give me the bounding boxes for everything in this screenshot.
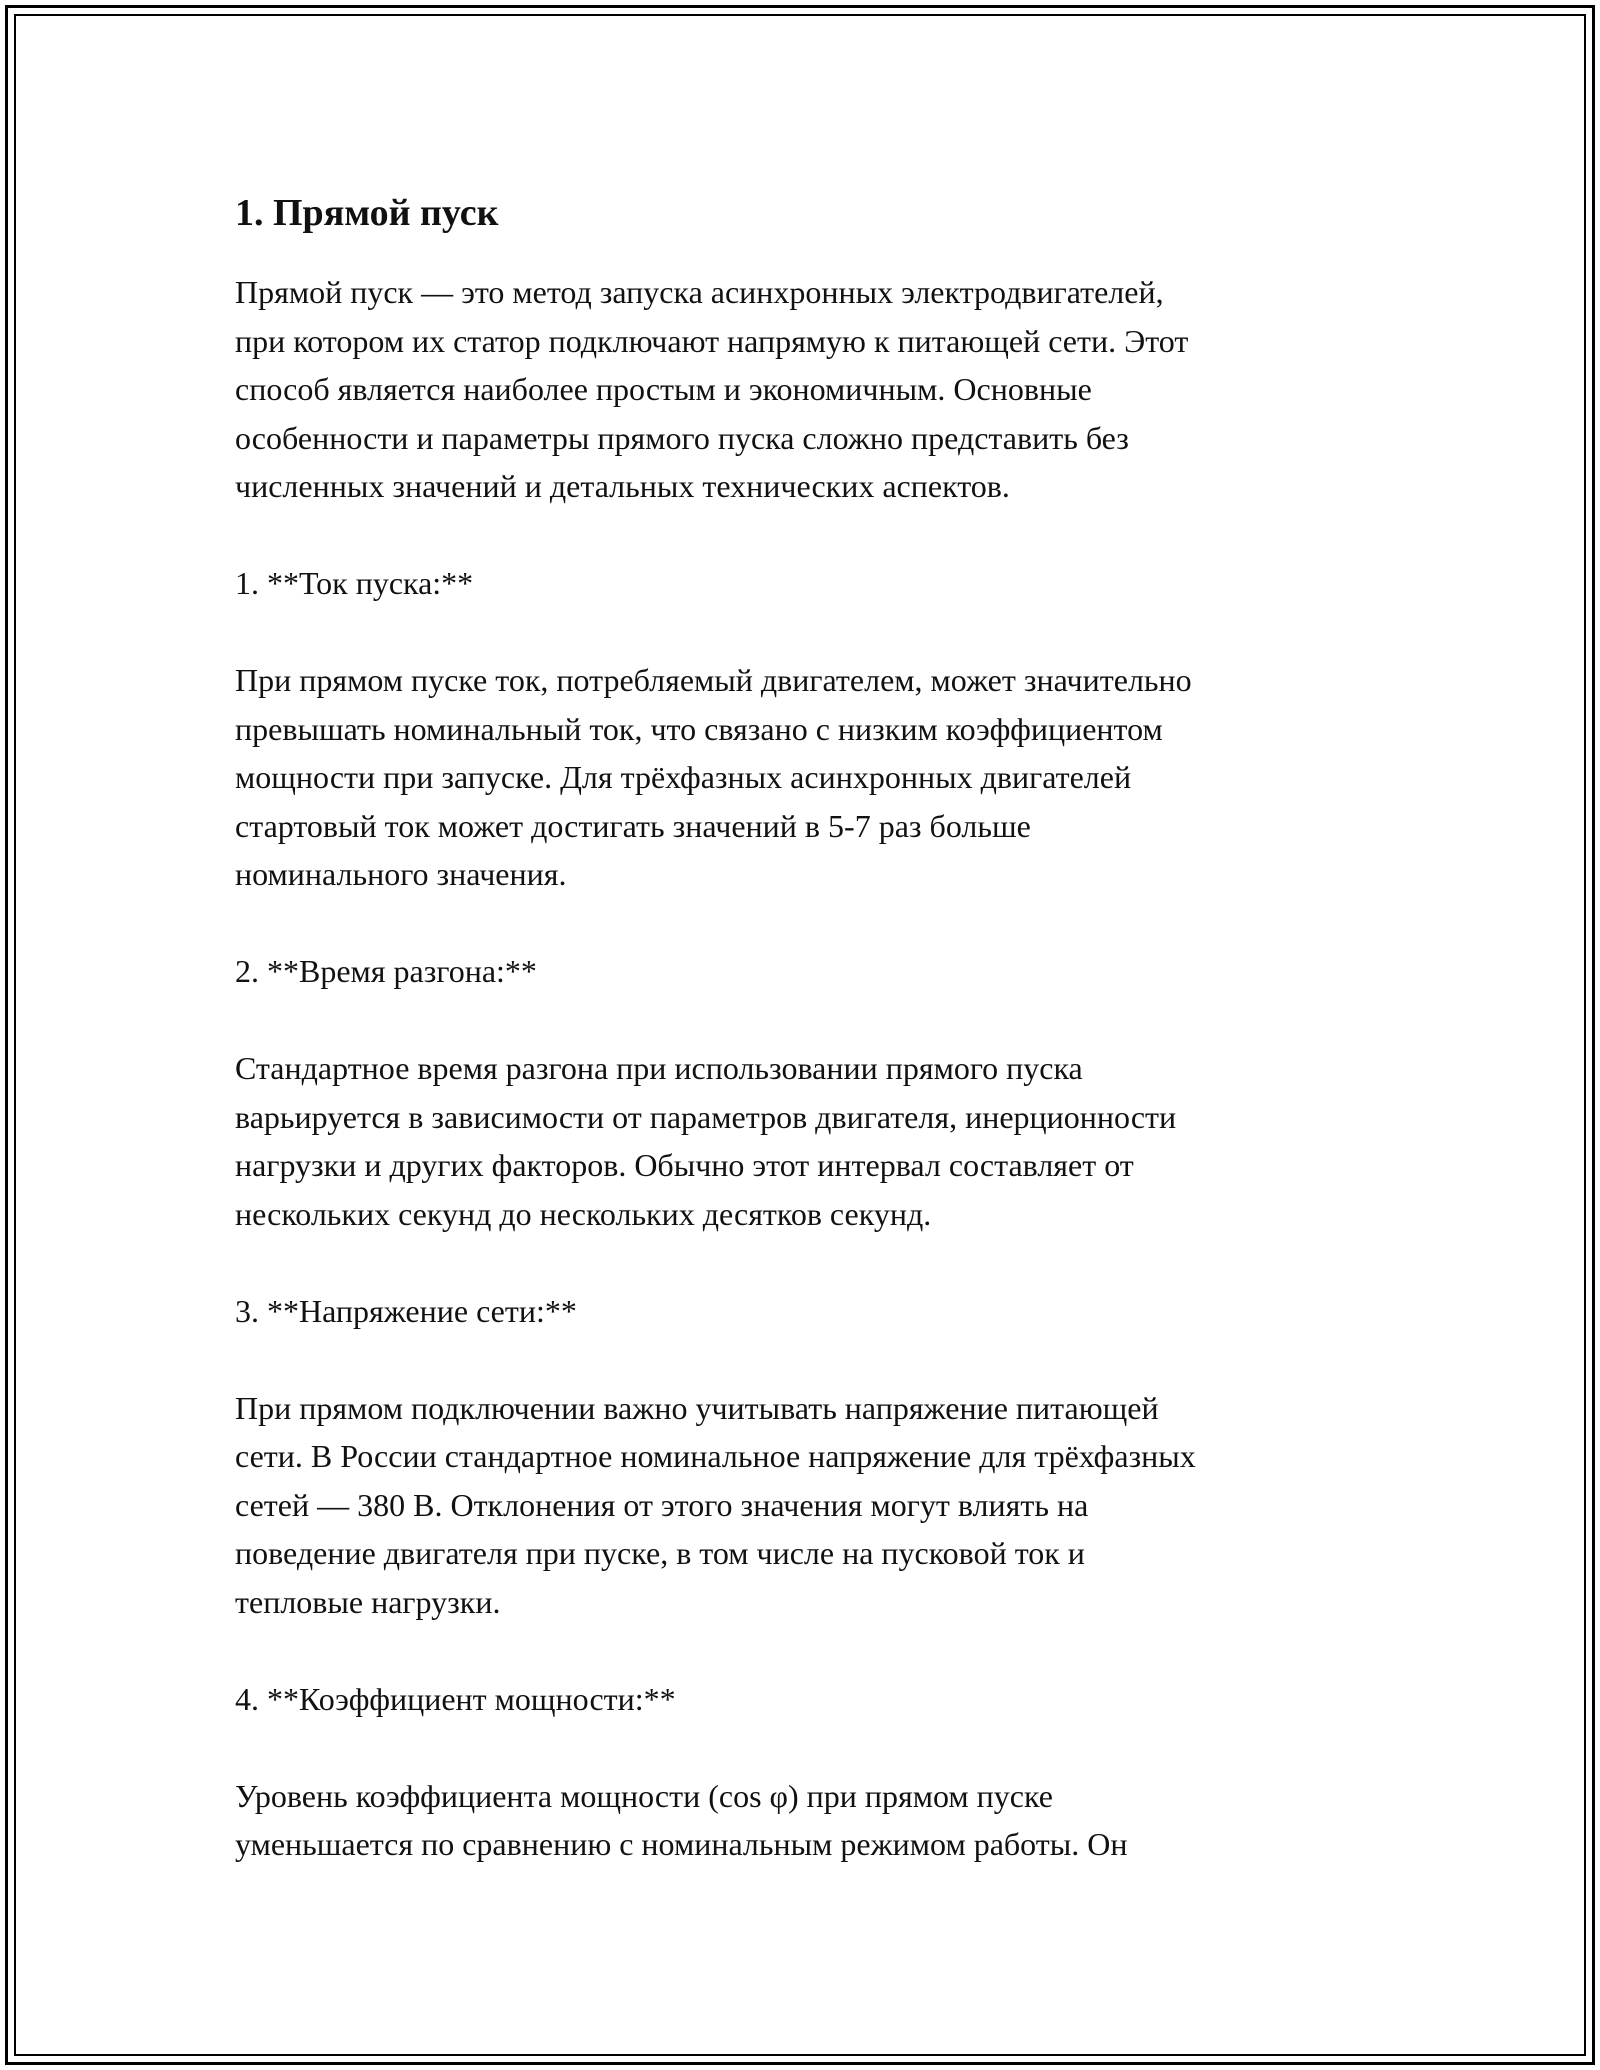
paragraph-gap (235, 1626, 1395, 1675)
paragraph-gap (235, 1335, 1395, 1384)
list-item-heading-grid-voltage: 3. **Напряжение сети:** (235, 1292, 577, 1329)
intro-paragraph: Прямой пуск — это метод запуска асинхронных электродвигателей, при котором их статор подключают напрямую к питающей сети. Этот способ является наиболее простым и экономичным. Основные особенности и параметры прямого пуска сложно представить без численных значений и детальных технических аспектов. (235, 274, 1189, 504)
list-item-body-power-factor: Уровень коэффициента мощности (cos φ) при прямом пуске уменьшается по сравнению с номинальным режимом работы. Он (235, 1777, 1128, 1862)
paragraph-gap (235, 899, 1395, 948)
paragraph-gap (235, 1723, 1395, 1772)
list-item-heading-start-current: 1. **Ток пуска:** (235, 565, 474, 601)
section-title: 1. Прямой пуск (235, 192, 499, 234)
paragraph-gap (235, 608, 1395, 657)
list-item-body-grid-voltage: При прямом подключении важно учитывать напряжение питающей сети. В России стандартное номинальное напряжение для трёхфазных сетей — 380 В. Отклонения от этого значения могут влиять на поведение двигателя при пуске, в том числе на пусковой ток и тепловые нагрузки. (235, 1389, 1196, 1620)
paragraph-gap (235, 1238, 1395, 1287)
paragraph-gap (235, 996, 1395, 1045)
list-item-heading-power-factor: 4. **Коэффициент мощности:** (235, 1680, 676, 1717)
list-item-heading-acceleration-time: 2. **Время разгона:** (235, 953, 537, 989)
list-item-body-acceleration-time: Стандартное время разгона при использовании прямого пуска варьируется в зависимости от параметров двигателя, инерционности нагрузки и других факторов. Обычно этот интервал составляет от нескольких секунд до нескольких десятков секунд. (235, 1050, 1177, 1232)
document-body (235, 188, 1395, 1869)
paragraph-gap (235, 511, 1395, 560)
list-item-body-start-current: При прямом пуске ток, потребляемый двигателем, может значительно превышать номинальный ток, что связано с низким коэффициентом мощности при запуске. Для трёхфазных асинхронных двигателей стартовый ток может достигать значений в 5-7 раз больше номинального значения. (235, 662, 1192, 892)
